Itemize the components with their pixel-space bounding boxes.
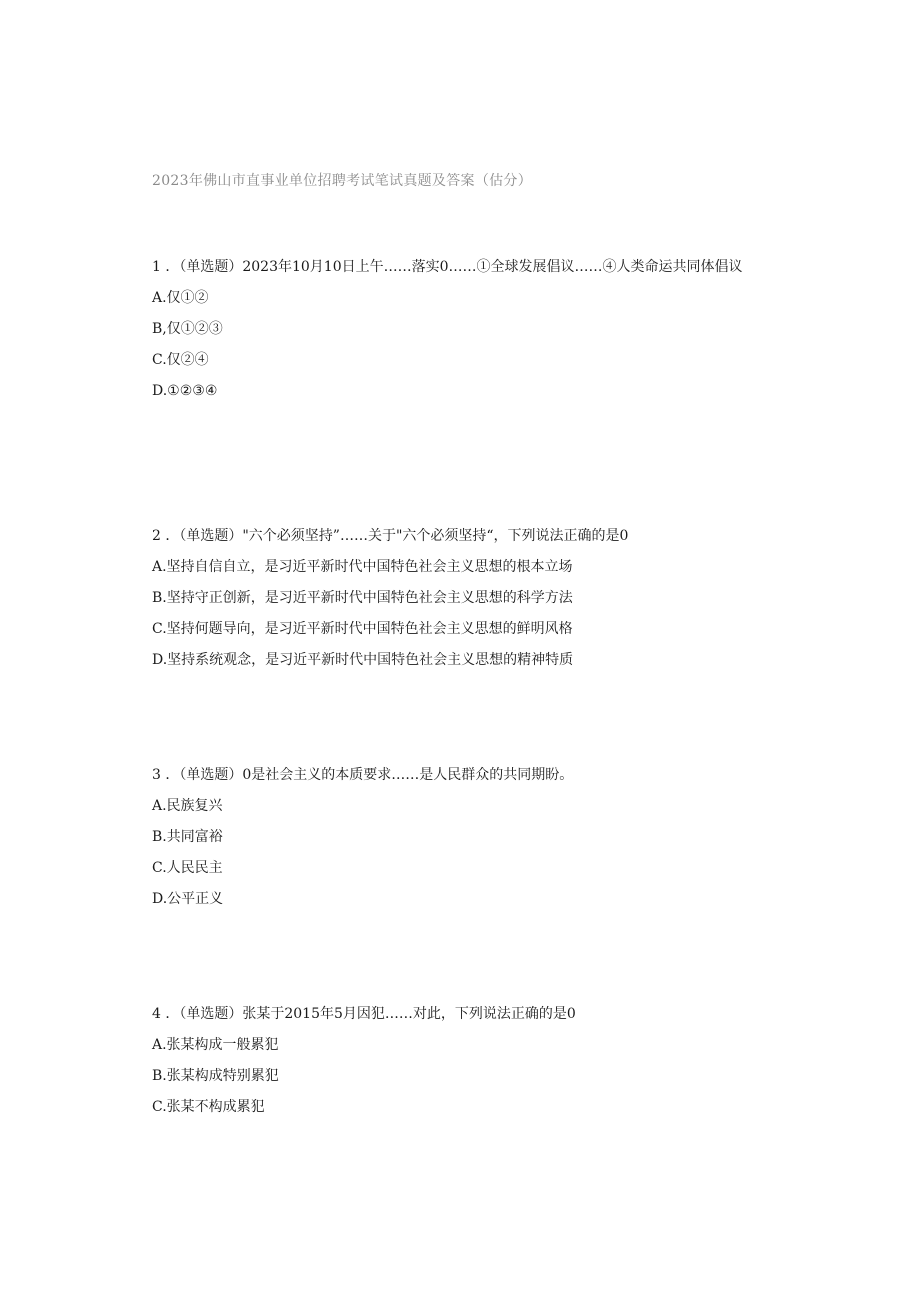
question-3 <box>152 760 752 915</box>
option-b: B.共同富裕 <box>152 829 223 845</box>
question-4 <box>152 999 752 1123</box>
option-c: C.坚持何题导向，是习近平新时代中国特色社会主义思想的鲜明风格 <box>152 621 573 637</box>
option-a: A.仅①② <box>152 290 209 306</box>
option-c: C.张某不构成累犯 <box>152 1099 265 1115</box>
question-1 <box>152 252 752 407</box>
option-b: B.坚持守正创新，是习近平新时代中国特色社会主义思想的科学方法 <box>152 590 573 606</box>
option-a: A.坚持自信自立，是习近平新时代中国特色社会主义思想的根本立场 <box>152 559 573 575</box>
option-b: B,仅①②③ <box>152 321 223 337</box>
question-stem: 2 ．（单选题）"六个必须坚持”……关于"六个必须坚持“，下列说法正确的是0 <box>152 528 629 544</box>
question-2 <box>152 521 752 676</box>
option-d: D.坚持系统观念，是习近平新时代中国特色社会主义思想的精神特质 <box>152 652 574 668</box>
question-stem: 1 ．（单选题）2023年10月10日上午……落实0……①全球发展倡议……④人类命运共同体倡议 <box>152 259 743 275</box>
option-c: C.仅②④ <box>152 352 209 368</box>
option-d: D.①②③④ <box>152 383 218 399</box>
question-stem: 4 ．（单选题）张某于2015年5月因犯……对此，下列说法正确的是0 <box>152 1006 576 1022</box>
document-title: 2023年佛山市直事业单位招聘考试笔试真题及答案（估分） <box>152 173 533 189</box>
option-b: B.张某构成特别累犯 <box>152 1068 279 1084</box>
option-c: C.人民民主 <box>152 860 223 876</box>
option-a: A.张某构成一般累犯 <box>152 1037 279 1053</box>
option-d: D.公平正义 <box>152 891 224 907</box>
question-stem: 3 ．（单选题）0是社会主义的本质要求……是人民群众的共同期盼。 <box>152 767 574 783</box>
option-a: A.民族复兴 <box>152 798 223 814</box>
